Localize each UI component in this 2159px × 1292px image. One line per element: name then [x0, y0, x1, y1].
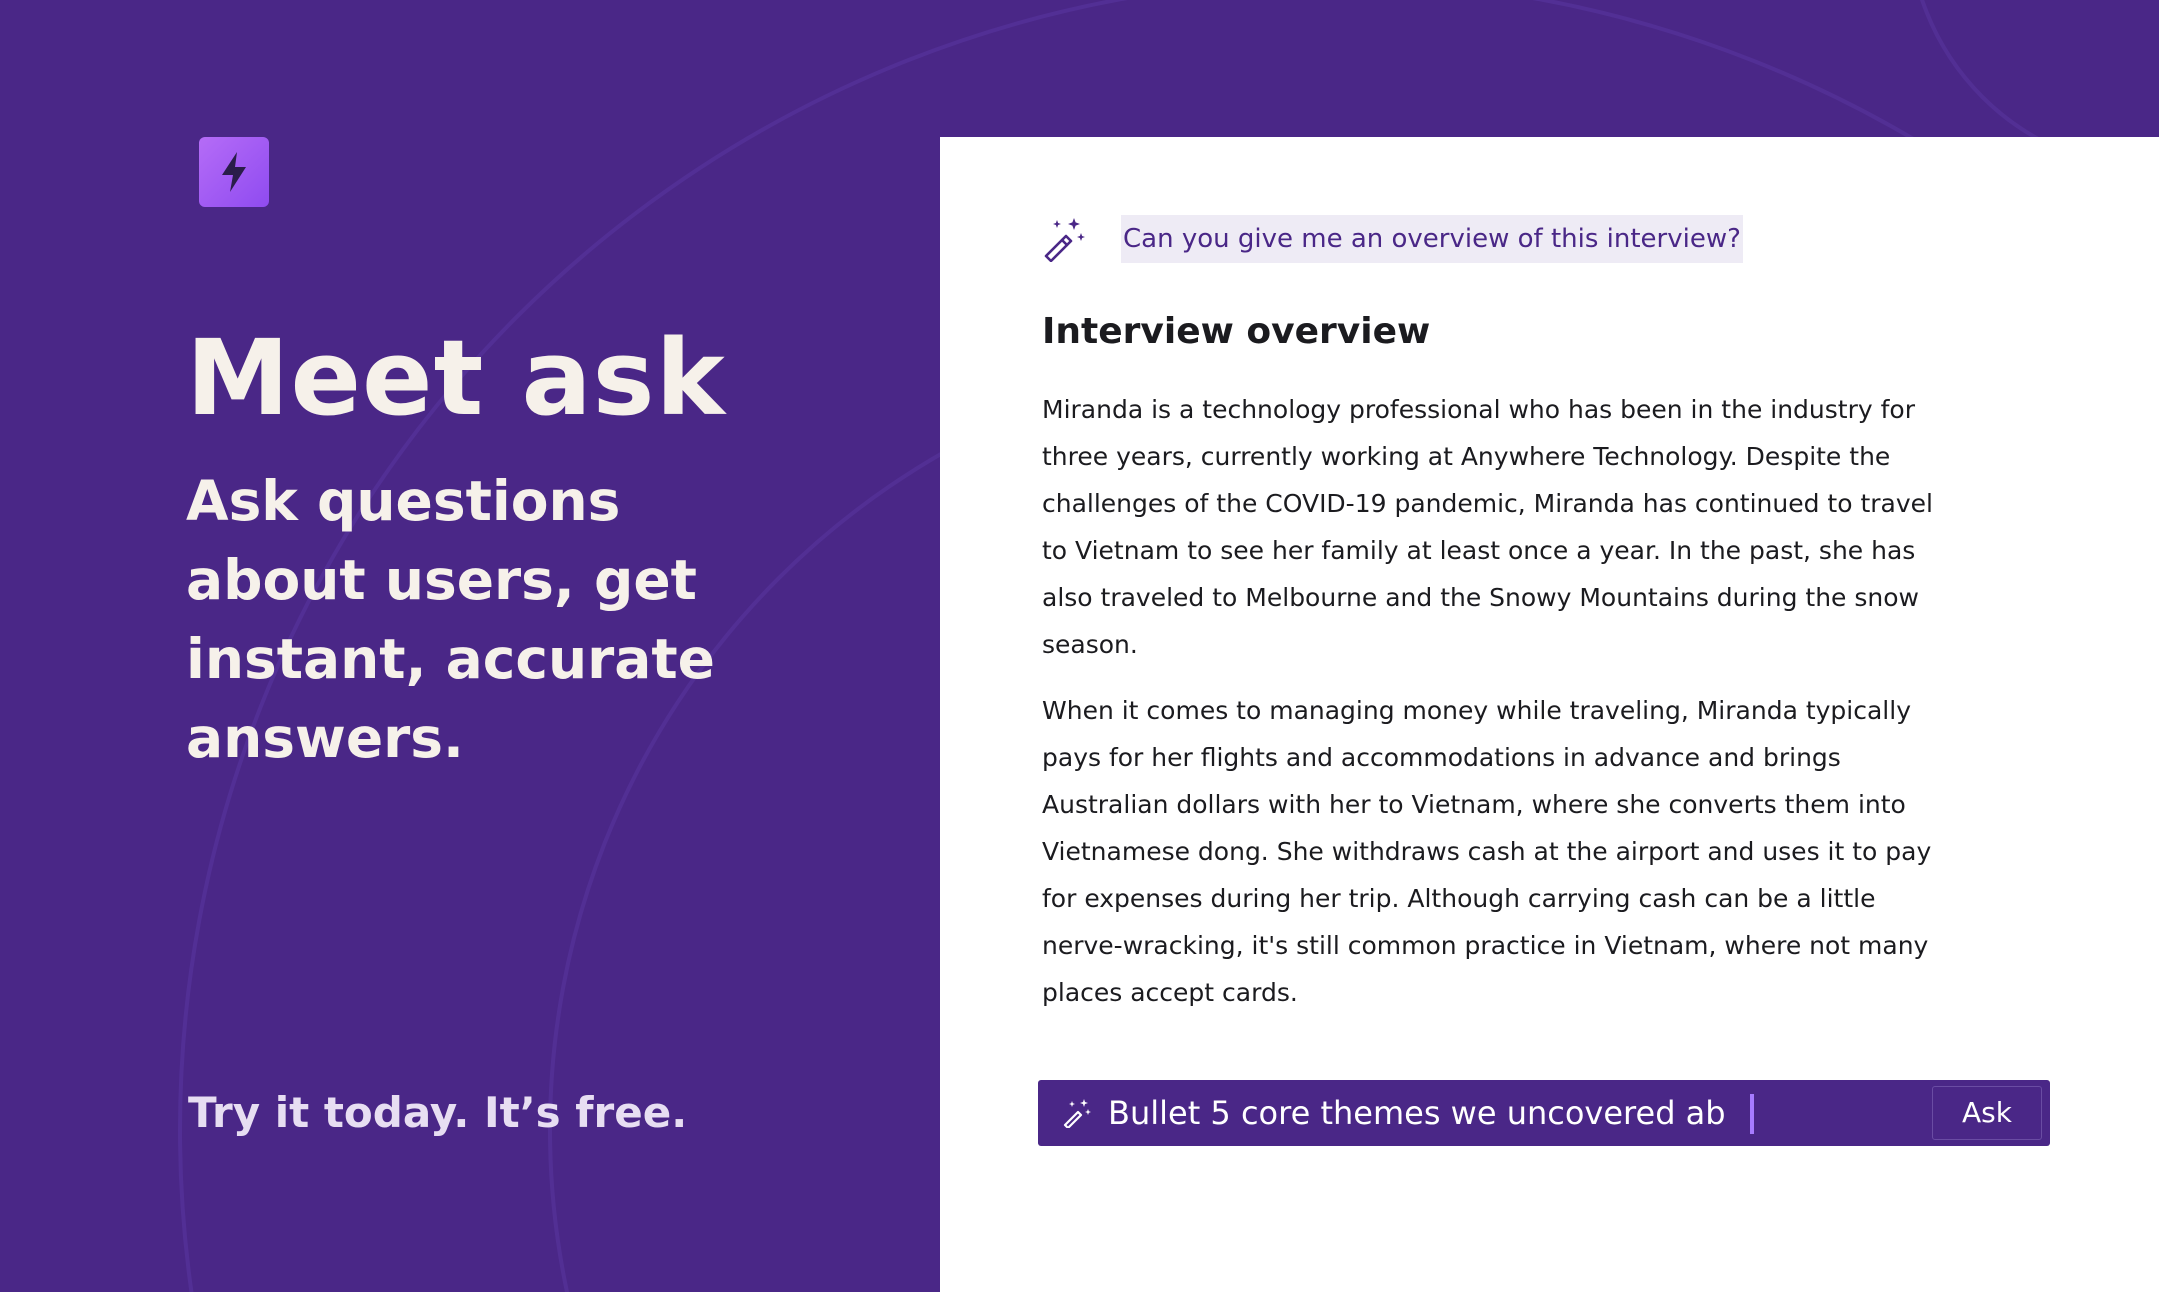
cta-text: Try it today. It’s free.	[188, 1088, 688, 1137]
magic-wand-icon	[1062, 1098, 1092, 1128]
ask-bar	[1038, 1080, 2050, 1146]
answer-paragraph: When it comes to managing money while traveling, Miranda typically pays for her flights and accommodations in advance and brings Australian dollars with her to Vietnam, where she converts them into Vietnamese dong. She withdraws cash at the airport and uses it to pay for expenses during her trip. Although carrying cash can be a little nerve-wracking, it's still common practice in Vietnam, where not many places accept cards.	[1042, 696, 1932, 1007]
ask-input[interactable]: Bullet 5 core themes we uncovered ab	[1108, 1094, 1726, 1132]
lightning-bolt-icon	[214, 150, 254, 194]
magic-wand-icon	[1041, 216, 1087, 262]
question-text: Can you give me an overview of this interview?	[1121, 215, 1743, 263]
question-row	[1041, 215, 1743, 263]
hero-title: Meet ask	[186, 317, 726, 439]
answer-paragraph: Miranda is a technology professional who has been in the industry for three years, currently working at Anywhere Technology. Despite the challenges of the COVID-19 pandemic, Miranda has continued to travel to Vietnam to see her family at least once a year. In the past, she has also traveled to Melbourne and the Snowy Mountains during the snow season.	[1042, 395, 1934, 659]
text-cursor	[1750, 1094, 1754, 1134]
hero-subtitle: Ask questions about users, get instant, accurate answers.	[186, 469, 715, 770]
ask-button[interactable]: Ask	[1932, 1086, 2042, 1140]
answer-title: Interview overview	[1042, 311, 1431, 352]
logo	[199, 137, 269, 207]
answer-panel	[940, 137, 2159, 1292]
